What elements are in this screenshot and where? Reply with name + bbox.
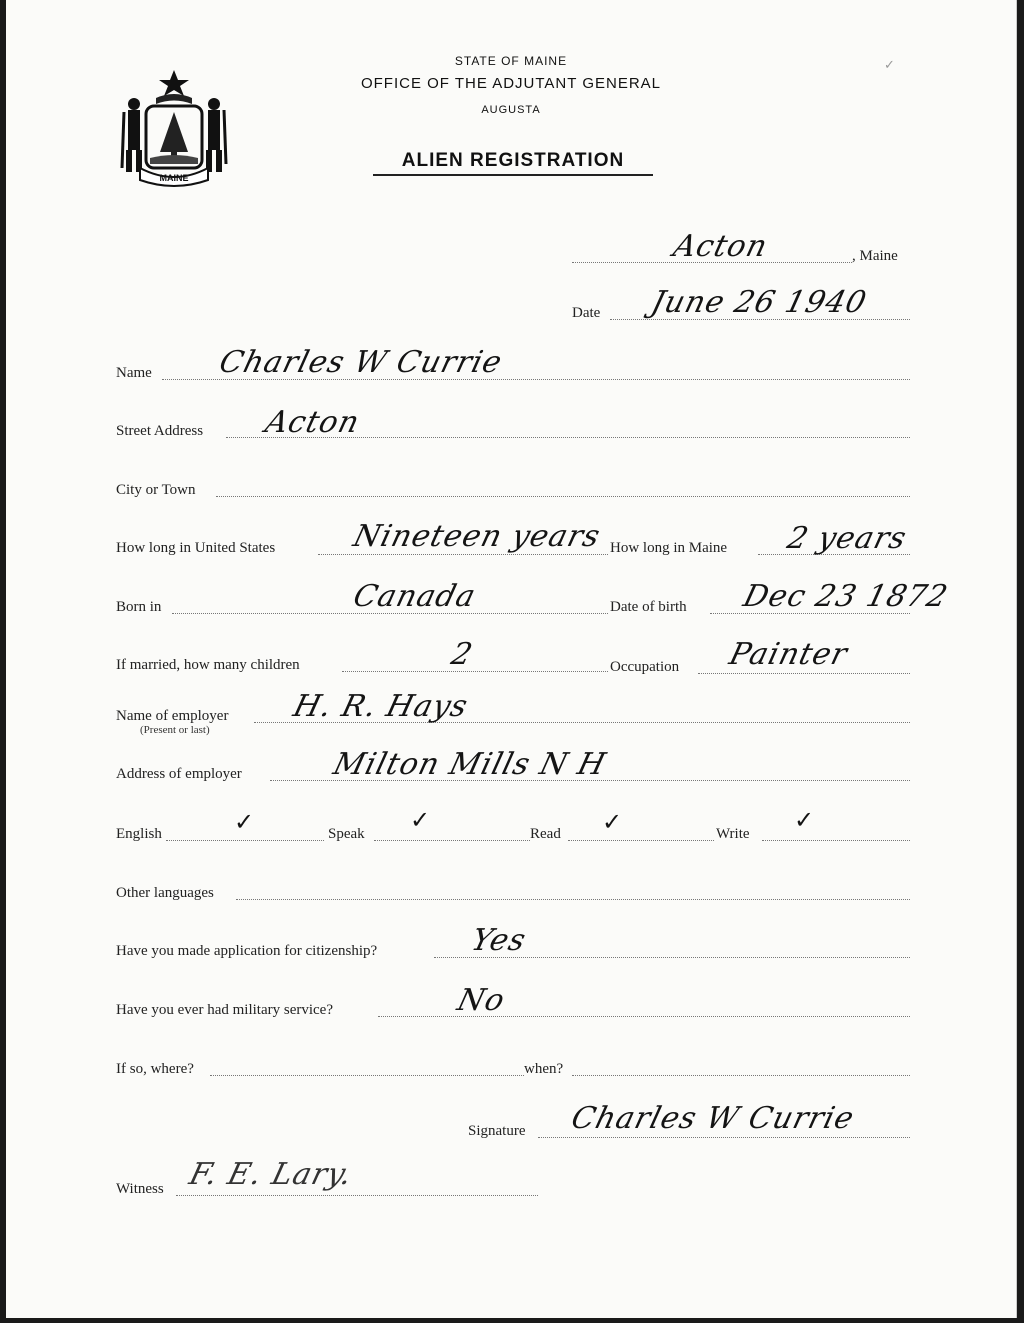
- city-label: City or Town: [116, 482, 196, 498]
- registration-form-page: [6, 0, 1017, 1318]
- us-years-label: How long in United States: [116, 540, 276, 556]
- speak-check: ✓: [410, 806, 432, 834]
- when-line: [572, 1075, 910, 1076]
- dob-label: Date of birth: [610, 599, 687, 615]
- children-label: If married, how many children: [116, 657, 300, 673]
- us-years-value: Nineteen years: [349, 519, 605, 554]
- other-languages-line: [236, 899, 910, 900]
- signature-label: Signature: [468, 1123, 526, 1139]
- town-value: Acton: [669, 229, 772, 264]
- children-value: 2: [447, 637, 477, 672]
- employer-address-value: Milton Mills N H: [329, 747, 610, 782]
- date-label: Date: [572, 305, 601, 321]
- citizenship-label: Have you made application for citizenship?: [116, 943, 378, 959]
- employer-address-label: Address of employer: [116, 766, 242, 782]
- speak-label: Speak: [328, 826, 365, 842]
- where-label: If so, where?: [116, 1061, 194, 1077]
- employer-label: Name of employer: [116, 708, 229, 724]
- read-line: [568, 840, 714, 841]
- read-check: ✓: [602, 808, 624, 836]
- witness-line: [176, 1195, 538, 1196]
- signature-line: [538, 1137, 910, 1138]
- employer-sublabel: (Present or last): [140, 724, 210, 736]
- write-check: ✓: [794, 806, 816, 834]
- born-value: Canada: [349, 579, 480, 614]
- corner-check-mark: ✓: [884, 58, 895, 73]
- write-label: Write: [716, 826, 750, 842]
- english-line: [166, 840, 324, 841]
- employer-value: H. R. Hays: [289, 689, 472, 724]
- maine-years-value: 2 years: [783, 521, 911, 556]
- street-value: Acton: [261, 405, 364, 440]
- english-check: ✓: [234, 808, 256, 836]
- street-label: Street Address: [116, 423, 204, 439]
- occupation-value: Painter: [725, 637, 852, 672]
- name-label: Name: [116, 365, 152, 381]
- occupation-label: Occupation: [610, 659, 680, 675]
- dob-value: Dec 23 1872: [739, 579, 952, 614]
- military-value: No: [453, 983, 509, 1018]
- born-label: Born in: [116, 599, 162, 615]
- maine-years-label: How long in Maine: [610, 540, 728, 556]
- other-languages-label: Other languages: [116, 885, 214, 901]
- military-label: Have you ever had military service?: [116, 1002, 333, 1018]
- header-city: AUGUSTA: [481, 104, 541, 116]
- date-value: June 26 1940: [647, 285, 871, 320]
- seal-motto: MAINE: [159, 173, 189, 183]
- city-line: [216, 496, 910, 497]
- children-line: [342, 671, 608, 672]
- witness-label: Witness: [116, 1181, 164, 1197]
- where-line: [210, 1075, 524, 1076]
- witness-value: F. E. Lary.: [185, 1157, 357, 1192]
- write-line: [762, 840, 910, 841]
- speak-line: [374, 840, 530, 841]
- english-label: English: [116, 826, 162, 842]
- citizenship-value: Yes: [467, 923, 530, 958]
- header-state: STATE OF MAINE: [454, 54, 568, 68]
- header-office: OFFICE OF THE ADJUTANT GENERAL: [360, 75, 662, 92]
- form-title: ALIEN REGISTRATION: [373, 150, 653, 176]
- town-suffix: , Maine: [852, 248, 898, 264]
- read-label: Read: [530, 826, 561, 842]
- name-value: Charles W Currie: [215, 345, 506, 380]
- signature-value: Charles W Currie: [567, 1101, 858, 1136]
- us-years-line: [318, 554, 608, 555]
- occupation-line: [698, 673, 910, 674]
- when-label: when?: [524, 1061, 564, 1077]
